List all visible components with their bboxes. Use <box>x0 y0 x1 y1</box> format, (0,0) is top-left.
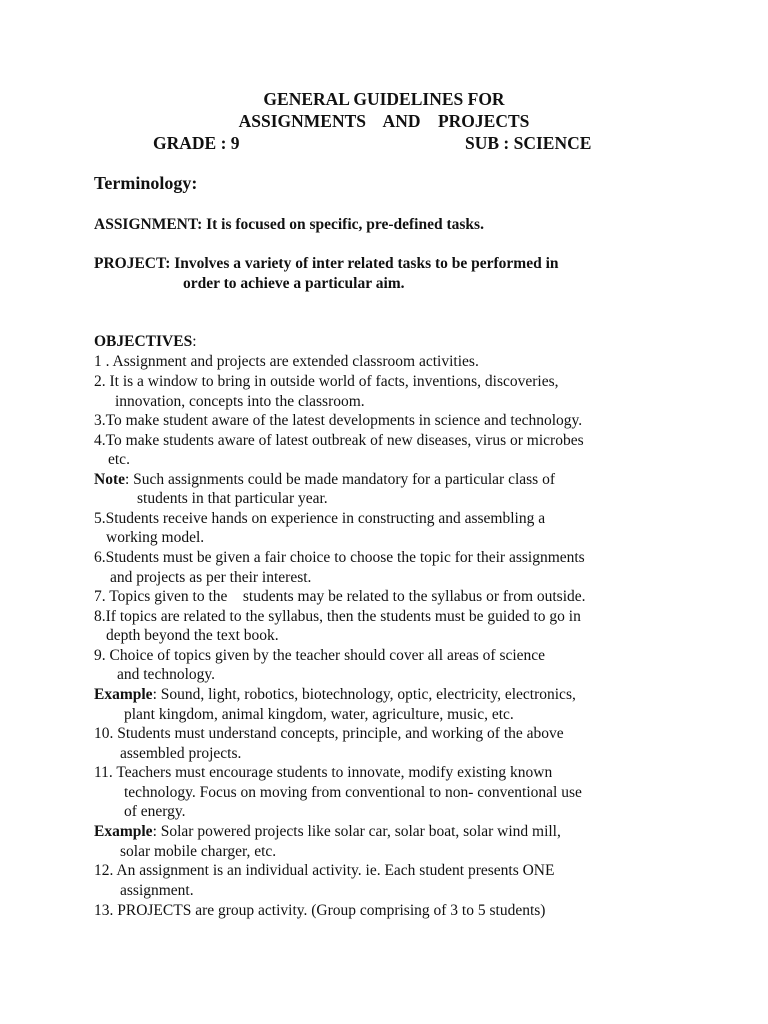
objective-line: 5.Students receive hands on experience in constructing and assembling a <box>94 510 546 527</box>
objective-line: 8.If topics are related to the syllabus, then the students must be guided to go in <box>94 608 581 625</box>
objective-line: 7. Topics given to the students may be related to the syllabus or from outside. <box>94 588 586 605</box>
objective-line: solar mobile charger, etc. <box>120 843 277 860</box>
objective-line: and technology. <box>117 666 215 683</box>
project-definition-line-1: PROJECT: Involves a variety of inter related tasks to be performed in <box>94 255 559 272</box>
note-line <box>94 470 555 489</box>
example-text: : Solar powered projects like solar car, solar boat, solar wind mill, <box>152 823 561 840</box>
objectives-heading-colon: : <box>192 333 197 350</box>
objective-line: 2. It is a window to bring in outside world of facts, inventions, discoveries, <box>94 373 559 390</box>
example-label: Example <box>94 686 153 703</box>
title-line-1: GENERAL GUIDELINES FOR <box>263 89 505 109</box>
objective-line: etc. <box>108 451 130 468</box>
objective-line: 13. PROJECTS are group activity. (Group comprising of 3 to 5 students) <box>94 902 546 919</box>
objective-line: assembled projects. <box>120 745 242 762</box>
objectives-heading <box>94 332 197 351</box>
project-definition-line-2: order to achieve a particular aim. <box>183 275 405 292</box>
objective-line: technology. Focus on moving from conventional to non- conventional use <box>124 784 582 801</box>
objective-line: depth beyond the text book. <box>106 627 279 644</box>
objective-line: assignment. <box>120 882 194 899</box>
objective-line: 11. Teachers must encourage students to innovate, modify existing known <box>94 764 553 781</box>
objectives-heading-text: OBJECTIVES <box>94 333 193 350</box>
subject-label: SUB : SCIENCE <box>465 133 592 153</box>
terminology-heading: Terminology: <box>94 173 198 193</box>
objective-line: and projects as per their interest. <box>110 569 312 586</box>
objective-line: innovation, concepts into the classroom. <box>115 393 365 410</box>
objective-line: 10. Students must understand concepts, principle, and working of the above <box>94 725 564 742</box>
objective-line: 9. Choice of topics given by the teacher should cover all areas of science <box>94 647 546 664</box>
objective-line: plant kingdom, animal kingdom, water, agriculture, music, etc. <box>124 706 514 723</box>
objective-line: 12. An assignment is an individual activity. ie. Each student presents ONE <box>94 862 555 879</box>
example-line <box>94 822 561 841</box>
objective-line: of energy. <box>124 803 186 820</box>
objective-line: 3.To make student aware of the latest developments in science and technology. <box>94 412 583 429</box>
example-text: : Sound, light, robotics, biotechnology, optic, electricity, electronics, <box>152 686 576 703</box>
objective-line: 4.To make students aware of latest outbreak of new diseases, virus or microbes <box>94 432 584 449</box>
grade-label: GRADE : 9 <box>153 133 240 153</box>
example-label: Example <box>94 823 153 840</box>
title-line-2: ASSIGNMENTS AND PROJECTS <box>238 111 530 131</box>
note-text: : Such assignments could be made mandatory for a particular class of <box>125 471 555 488</box>
example-line <box>94 685 576 704</box>
assignment-definition: ASSIGNMENT: It is focused on specific, pre-defined tasks. <box>94 216 484 233</box>
note-label: Note <box>94 471 125 488</box>
objective-line: 1 . Assignment and projects are extended classroom activities. <box>94 353 479 370</box>
objective-line: students in that particular year. <box>137 490 328 507</box>
objective-line: working model. <box>106 529 205 546</box>
objective-line: 6.Students must be given a fair choice to choose the topic for their assignments <box>94 549 585 566</box>
